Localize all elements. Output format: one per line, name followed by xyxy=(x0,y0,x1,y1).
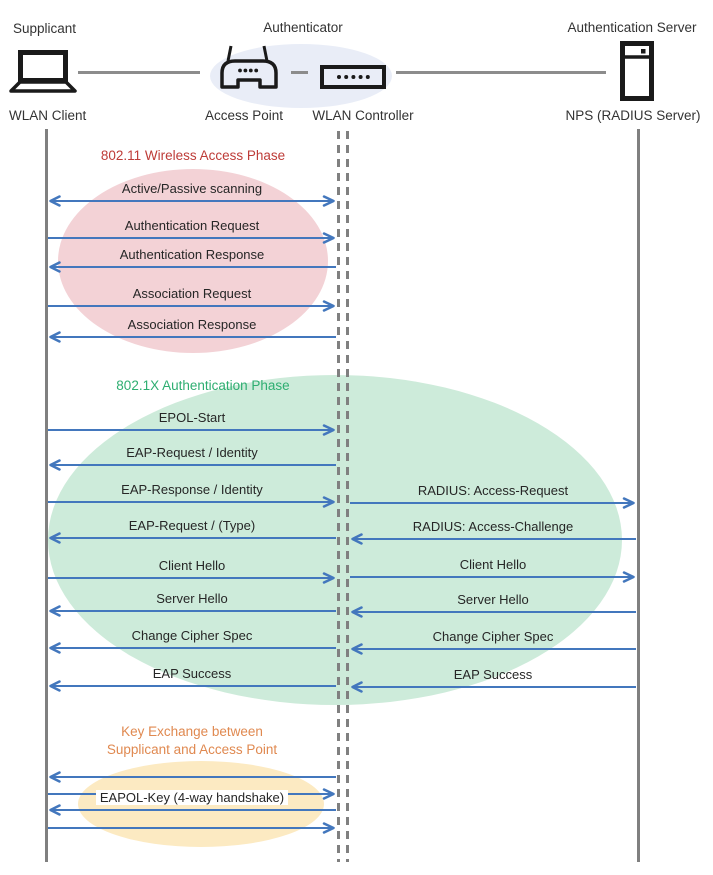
message-label: Association Request xyxy=(132,286,252,301)
message-label: Client Hello xyxy=(158,558,226,573)
access-point-icon xyxy=(217,44,281,90)
message-label: RADIUS: Access-Request xyxy=(417,483,569,498)
message-label: Active/Passive scanning xyxy=(121,181,263,196)
message-label: EAP-Request / Identity xyxy=(126,445,258,460)
phase1-ellipse xyxy=(58,169,328,353)
device-wlan-controller: WLAN Controller xyxy=(312,108,414,123)
message-label: EAP-Response / Identity xyxy=(121,482,263,497)
laptop-icon xyxy=(9,50,77,94)
role-authenticator: Authenticator xyxy=(263,20,343,35)
connector-controller-to-server xyxy=(396,71,606,74)
message-label: Association Response xyxy=(127,317,257,332)
lifeline-nps xyxy=(637,129,640,862)
role-supplicant: Supplicant xyxy=(13,21,77,36)
message-label: Change Cipher Spec xyxy=(131,628,253,643)
phase3-title-line2: Supplicant and Access Point xyxy=(106,742,278,757)
connector-ap-to-controller xyxy=(291,71,308,74)
phase2-title: 802.1X Authentication Phase xyxy=(116,378,290,393)
message-label: Client Hello xyxy=(459,557,527,572)
phase3-title-line1: Key Exchange between xyxy=(121,724,263,739)
phase1-title: 802.11 Wireless Access Phase xyxy=(100,148,286,163)
message-label: Server Hello xyxy=(156,591,228,606)
role-authentication-server: Authentication Server xyxy=(567,20,697,35)
message-label: Server Hello xyxy=(457,592,529,607)
message-label: RADIUS: Access-Challenge xyxy=(412,519,574,534)
message-label: EAPOL-Key (4-way handshake) xyxy=(48,790,336,805)
message-label: Change Cipher Spec xyxy=(432,629,554,644)
phase2-ellipse xyxy=(48,375,622,705)
message-label: EPOL-Start xyxy=(158,410,226,425)
lifeline-wlan-controller-right xyxy=(346,131,349,862)
device-access-point: Access Point xyxy=(204,108,284,123)
device-wlan-client: WLAN Client xyxy=(9,108,87,123)
message-label: Authentication Request xyxy=(124,218,260,233)
message-label: Authentication Response xyxy=(119,247,265,262)
message-label: EAP Success xyxy=(152,666,232,681)
connector-client-to-ap xyxy=(78,71,200,74)
message-label: EAP Success xyxy=(453,667,533,682)
phase3-ellipse xyxy=(78,761,324,847)
device-nps: NPS (RADIUS Server) xyxy=(565,108,701,123)
message-label: EAP-Request / (Type) xyxy=(128,518,256,533)
wlan-controller-icon xyxy=(320,65,386,89)
server-icon xyxy=(620,41,654,101)
phase3-title xyxy=(47,723,337,759)
lifeline-wlan-controller-left xyxy=(337,131,340,862)
